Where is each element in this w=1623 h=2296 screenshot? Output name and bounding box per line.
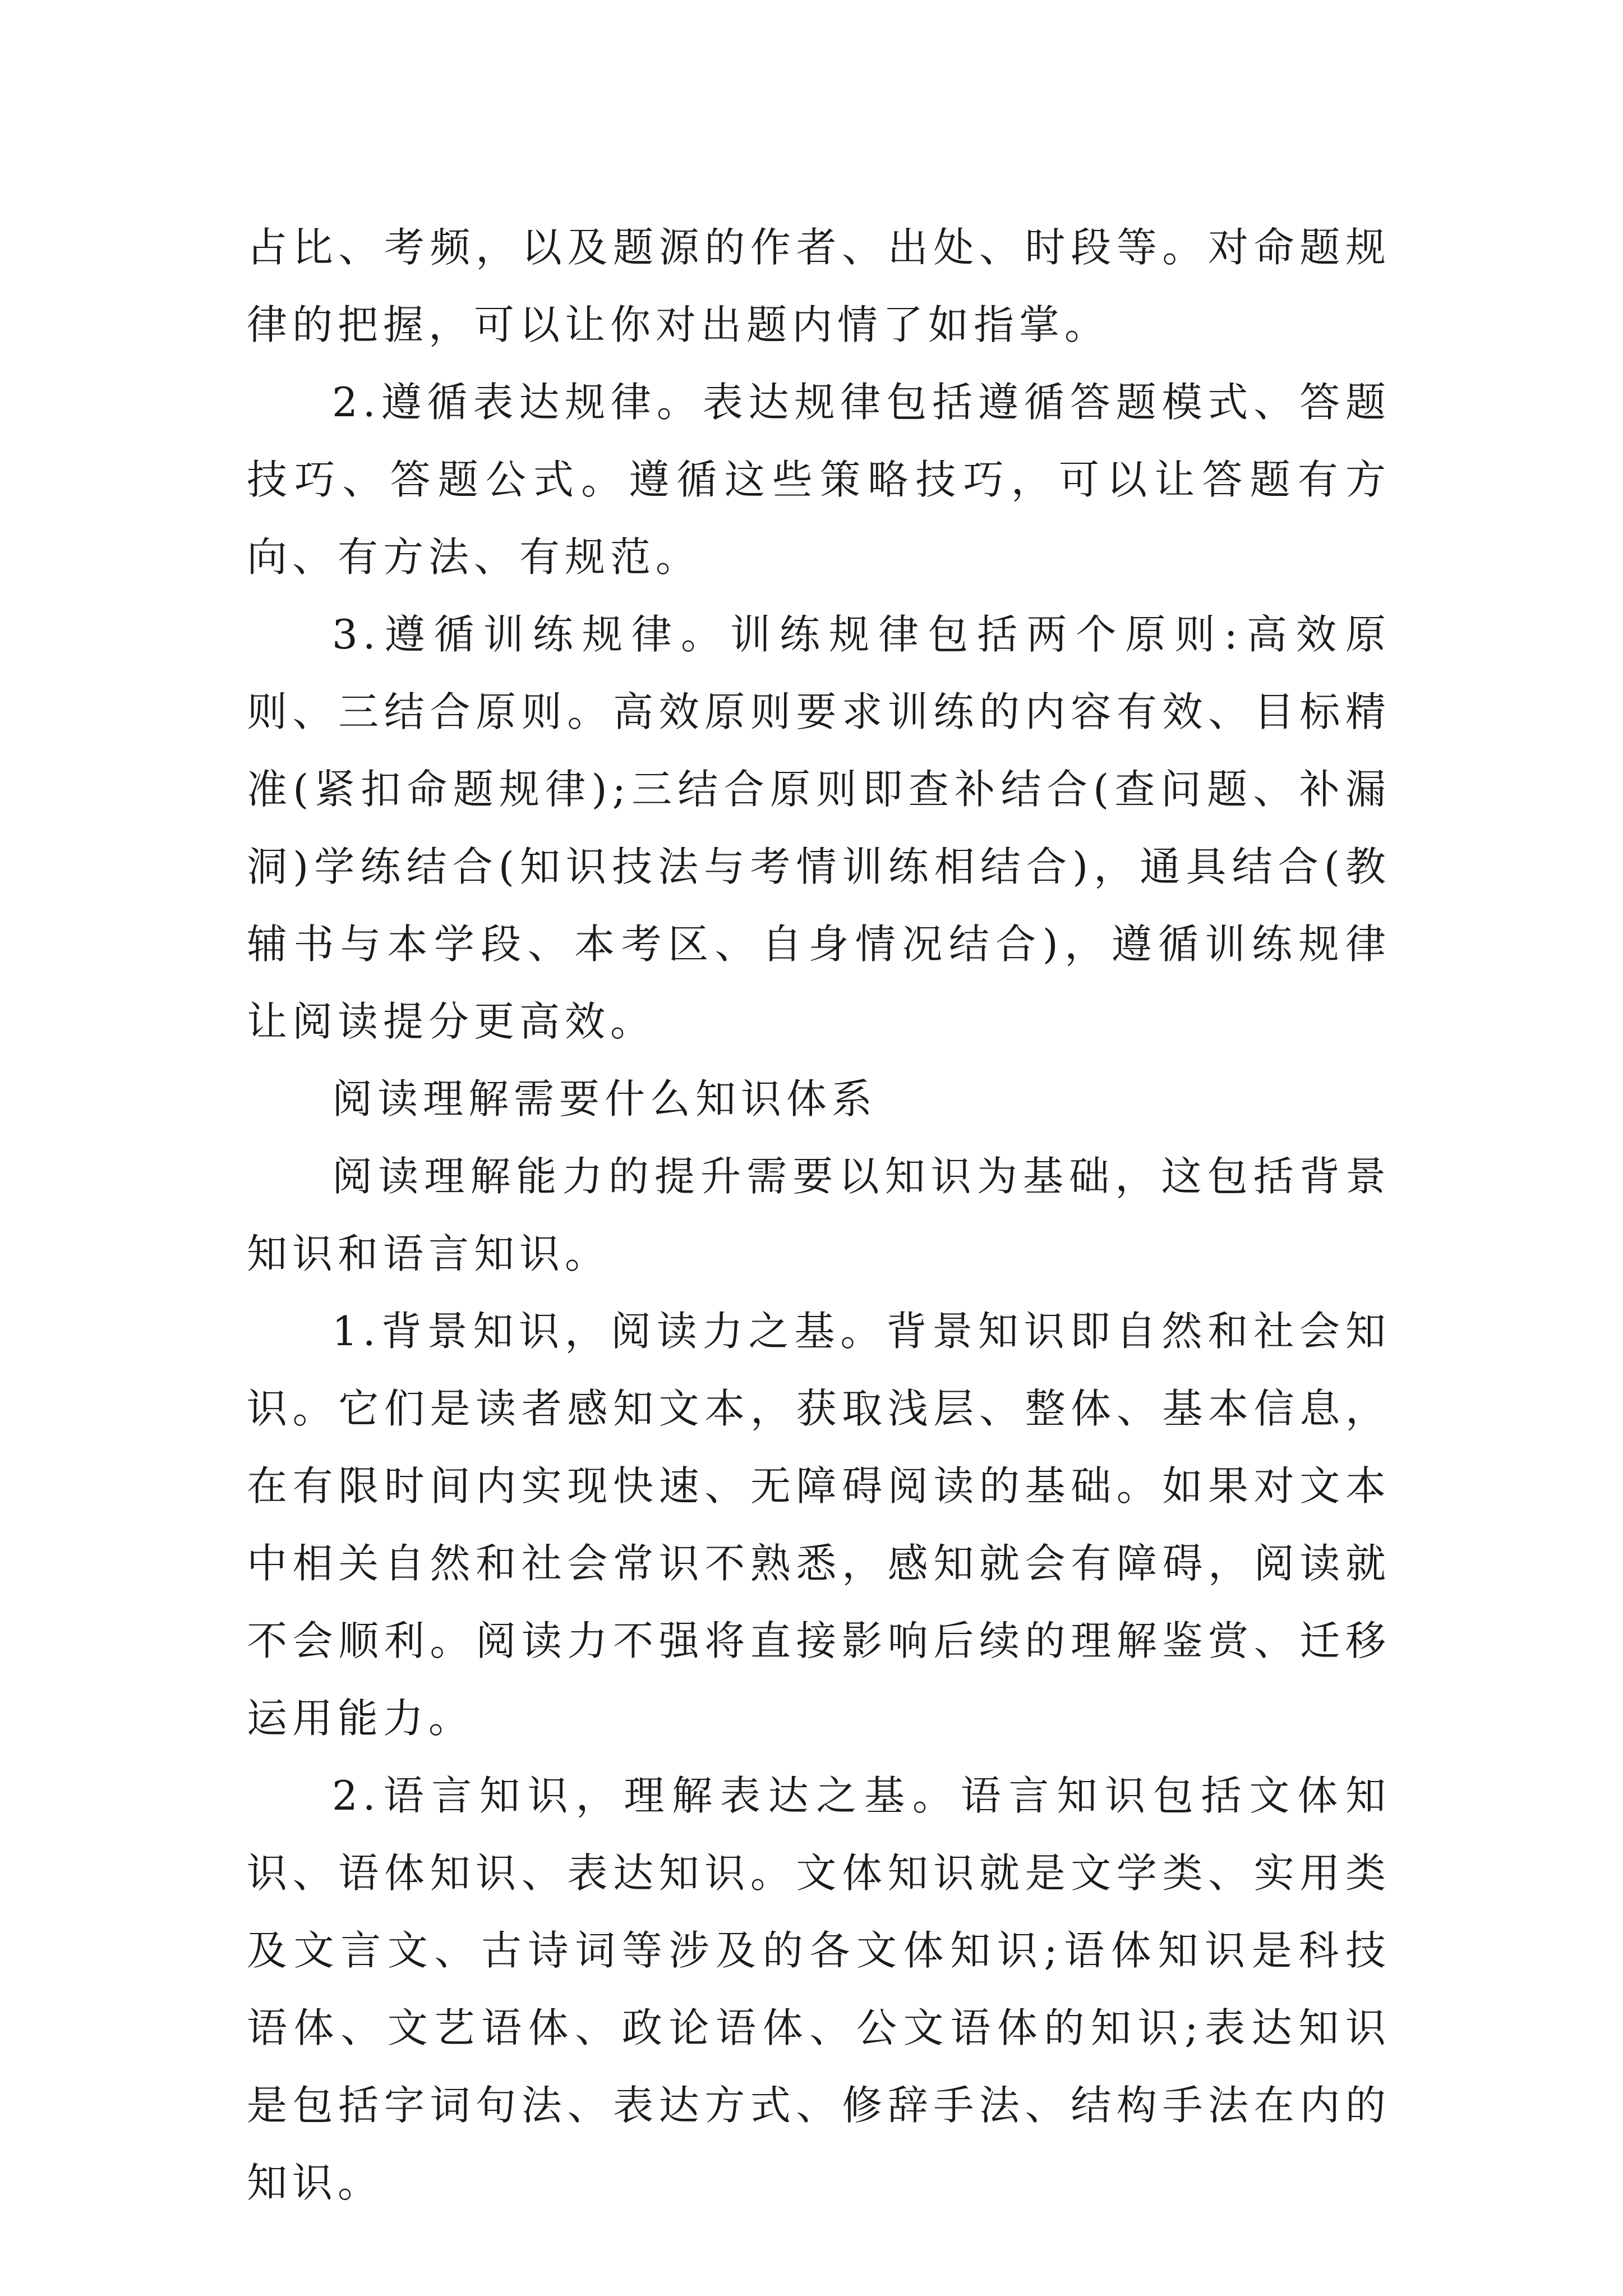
section-heading: 阅读理解需要什么知识体系 bbox=[332, 1075, 878, 1122]
body-text bbox=[247, 209, 1391, 2221]
paragraph-7: 2.语言知识，理解表达之基。语言知识包括文体知识、语体知识、表达知识。文体知识就是文学类、实用类及文言文、古诗词等涉及的各文体知识;语体知识是科技语体、文艺语体、政论语体、公文语体的知识;表达知识是包括字词句法、表达方式、修辞手法、结构手法在内的知识。 bbox=[247, 1772, 1391, 2206]
paragraph-2: 2.遵循表达规律。表达规律包括遵循答题模式、答题技巧、答题公式。遵循这些策略技巧，可以让答题有方向、有方法、有规范。 bbox=[247, 379, 1391, 581]
paragraph-5: 阅读理解能力的提升需要以知识为基础，这包括背景知识和语言知识。 bbox=[247, 1153, 1391, 1277]
paragraph-1: 占比、考频，以及题源的作者、出处、时段等。对命题规律的把握，可以让你对出题内情了如指掌。 bbox=[247, 224, 1391, 348]
paragraph-3: 3.遵循训练规律。训练规律包括两个原则:高效原则、三结合原则。高效原则要求训练的内容有效、目标精准(紧扣命题规律);三结合原则即查补结合(查问题、补漏洞)学练结合(知识技法与考情训练相结合)，通具结合(教辅书与本学段、本考区、自身情况结合)，遵循训练规律让阅读提分更高效。 bbox=[247, 611, 1391, 1045]
paragraph-6: 1.背景知识，阅读力之基。背景知识即自然和社会知识。它们是读者感知文本，获取浅层、整体、基本信息，在有限时间内实现快速、无障碍阅读的基础。如果对文本中相关自然和社会常识不熟悉，感知就会有障碍，阅读就不会顺利。阅读力不强将直接影响后续的理解鉴赏、迁移运用能力。 bbox=[247, 1308, 1391, 1742]
